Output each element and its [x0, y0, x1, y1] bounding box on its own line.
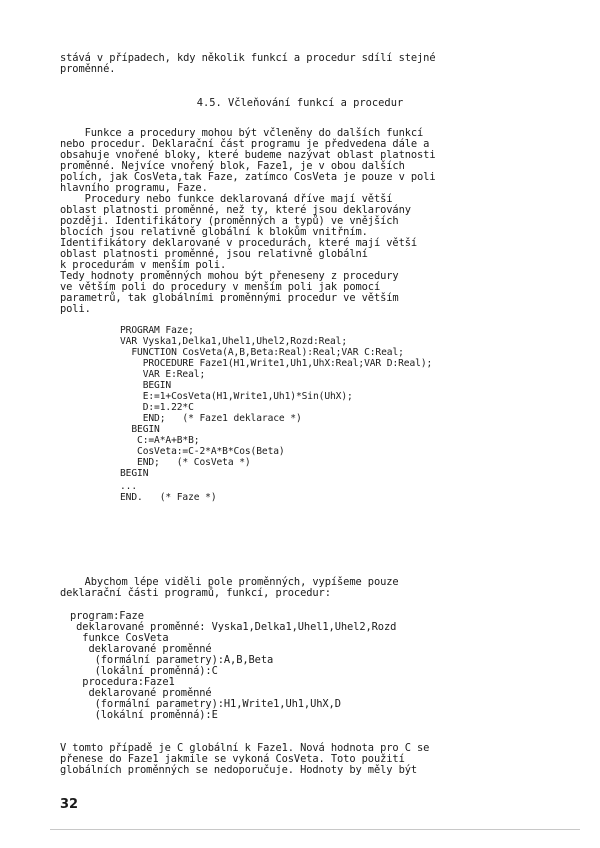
body-line: globálních proměnných se nedoporučuje. Hodnoty by měly být — [60, 764, 418, 776]
body-line: obsahuje vnořené bloky, které budeme nazývat oblast platnosti — [60, 149, 436, 161]
code-line: ... — [120, 481, 138, 492]
code-line: END; (* Faze1 deklarace *) — [120, 413, 302, 424]
outline-line: (formální parametry):H1,Write1,Uh1,UhX,D — [70, 698, 341, 710]
code-line: PROCEDURE Faze1(H1,Write1,Uh1,UhX:Real;VAR D:Real); — [120, 358, 433, 369]
body-line: Funkce a procedury mohou být včleněny do dalších funkcí — [60, 127, 424, 139]
section-heading: 4.5. Včleňování funkcí a procedur — [196, 97, 404, 109]
body-line: později. Identifikátory (proměnných a typů) ve vnějších — [60, 215, 399, 227]
code-line: BEGIN — [120, 380, 172, 391]
outline-line: procedura:Faze1 — [70, 676, 175, 688]
code-line: E:=1+CosVeta(H1,Write1,Uh1)*Sin(UhX); — [120, 391, 353, 402]
outline-line: (lokální proměnná):C — [70, 665, 218, 677]
page-number: 32 — [60, 797, 79, 812]
code-line: PROGRAM Faze; — [120, 325, 194, 336]
bottom-divider — [50, 829, 580, 830]
body-line: V tomto případě je C globální k Faze1. Nová hodnota pro C se — [60, 742, 430, 754]
outline-line: deklarované proměnné: Vyska1,Delka1,Uhel1,Uhel2,Rozd — [70, 621, 397, 633]
body-line: hlavního programu, Faze. — [60, 182, 208, 194]
body-line: oblast platnosti proměnné, jsou relativně globální — [60, 248, 368, 260]
outline-line: (lokální proměnná):E — [70, 709, 218, 721]
body-line: deklarační části programů, funkcí, procedur: — [60, 587, 331, 599]
body-line: Tedy hodnoty proměnných mohou být přeneseny z procedury — [60, 270, 399, 282]
outline-line: deklarované proměnné — [70, 687, 212, 699]
body-line: blocích jsou relativně globální k blokům vnitřním. — [60, 226, 368, 238]
outline-line: funkce CosVeta — [70, 632, 169, 644]
body-line: parametrů, tak globálními proměnnými procedur ve větším — [60, 292, 399, 304]
outline-line: (formální parametry):A,B,Beta — [70, 654, 274, 666]
code-line: C:=A*A+B*B; — [120, 435, 200, 446]
code-line: BEGIN — [120, 468, 149, 479]
code-line: D:=1.22*C — [120, 402, 194, 413]
code-line: FUNCTION CosVeta(A,B,Beta:Real):Real;VAR C:Real; — [120, 347, 404, 358]
body-line: nebo procedur. Deklarační část programu je předvedena dále a — [60, 138, 430, 150]
code-line: END. (* Faze *) — [120, 492, 217, 503]
code-line: VAR E:Real; — [120, 369, 206, 380]
body-line: polích, jak CosVeta,tak Faze, zatímco CosVeta je pouze v poli — [60, 171, 436, 183]
code-line: VAR Vyska1,Delka1,Uhel1,Uhel2,Rozd:Real; — [120, 336, 348, 347]
body-line: poli. — [60, 303, 91, 315]
body-line: oblast platnosti proměnné, než ty, které jsou deklarovány — [60, 204, 411, 216]
outline-line: deklarované proměnné — [70, 643, 212, 655]
continuation-line: proměnné. — [60, 63, 116, 75]
body-line: přenese do Faze1 jakmile se vykoná CosVeta. Toto použití — [60, 753, 405, 765]
body-line: k procedurám v menším poli. — [60, 259, 227, 271]
body-line: Procedury nebo funkce deklarovaná dříve mají větší — [60, 193, 393, 205]
body-line: Identifikátory deklarované v procedurách, které mají větší — [60, 237, 418, 249]
continuation-line: stává v případech, kdy několik funkcí a procedur sdílí stejné — [60, 52, 436, 64]
code-line: END; (* CosVeta *) — [120, 457, 251, 468]
code-line: BEGIN — [120, 424, 160, 435]
outline-line: program:Faze — [70, 610, 144, 622]
body-line: ve větším poli do procedury v menším poli jak pomocí — [60, 281, 381, 293]
code-line: CosVeta:=C-2*A*B*Cos(Beta) — [120, 446, 285, 457]
body-line: proměnné. Nejvíce vnořený blok, Faze1, je v obou dalších — [60, 160, 405, 172]
body-line: Abychom lépe viděli pole proměnných, vypíšeme pouze — [60, 576, 399, 588]
